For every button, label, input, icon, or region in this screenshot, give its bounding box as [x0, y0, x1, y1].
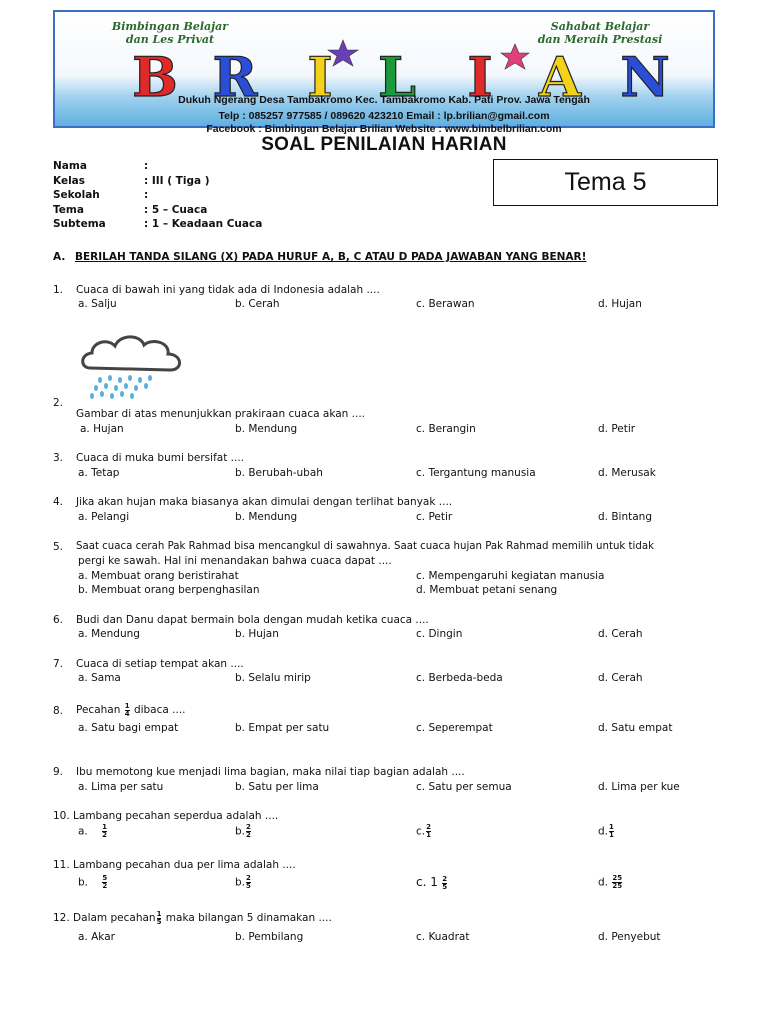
q7-option-a[interactable]: a. Sama [78, 672, 121, 684]
q3-option-c[interactable]: c. Tergantung manusia [416, 467, 536, 479]
q1-option-b[interactable]: b. Cerah [235, 298, 280, 310]
q11-option-c[interactable] [416, 875, 448, 891]
option-fraction [246, 875, 251, 890]
tema-box: Tema 5 [493, 159, 718, 206]
fraction-denominator: 5 [442, 882, 448, 891]
q6-option-d[interactable]: d. Cerah [598, 628, 643, 640]
brand-letter-n: N [620, 45, 670, 109]
question-7-number: 7. [53, 658, 64, 670]
q11-option-b[interactable] [235, 875, 252, 890]
fraction-numerator: 2 [246, 823, 251, 831]
fraction-numerator: 1 [124, 701, 130, 710]
banner-social: Facebook : Bimbingan Belajar Brilian Website : www.bimbelbrilian.com [206, 123, 562, 135]
q7-option-b[interactable]: b. Selalu mirip [235, 672, 311, 684]
question-4-number: 4. [53, 496, 64, 508]
page-title: SOAL PENILAIAN HARIAN [261, 134, 507, 155]
question-number: 10. [53, 810, 70, 822]
pink-star-icon [501, 44, 529, 69]
q8-text-post: dibaca .... [133, 704, 186, 716]
q8-fraction [125, 703, 130, 718]
question-5-number: 5. [53, 541, 64, 553]
option-letter: b. [235, 876, 246, 889]
question-8-number: 8. [53, 705, 64, 717]
q3-option-b[interactable]: b. Berubah-ubah [235, 467, 323, 479]
brand-letter-b: B [132, 45, 178, 109]
q8-option-b[interactable]: b. Empat per satu [235, 722, 330, 734]
fraction-numerator: 5 [102, 874, 108, 882]
question-11-label: Lambang pecahan dua per lima adalah .... [73, 859, 296, 871]
brilian-logo [85, 38, 685, 109]
q2-option-c[interactable]: c. Berangin [416, 423, 476, 435]
fraction-numerator: 1 [102, 823, 108, 831]
q8-option-a[interactable]: a. Satu bagi empat [78, 722, 179, 734]
question-5-text: Saat cuaca cerah Pak Rahmad bisa mencangkul di sawahnya. Saat cuaca hujan Pak Rahmad memilih untuk tidak [76, 541, 654, 552]
option-letter: a. [78, 825, 88, 838]
q12-option-a[interactable]: a. Akar [78, 931, 115, 943]
identity-value-nama[interactable]: : [144, 160, 149, 172]
question-3-text: Cuaca di muka bumi bersifat .... [76, 452, 245, 464]
q9-option-b[interactable]: b. Satu per lima [235, 781, 319, 793]
q4-option-c[interactable]: c. Petir [416, 511, 453, 523]
q11-option-a[interactable] [78, 875, 108, 890]
brand-letter-a: A [539, 45, 581, 109]
q5-option-a[interactable]: a. Membuat orang beristirahat [78, 570, 239, 582]
question-3-number: 3. [53, 452, 64, 464]
question-1-text: Cuaca di bawah ini yang tidak ada di Indonesia adalah .... [76, 284, 380, 296]
option-fraction [102, 875, 107, 890]
option-letter: b. [235, 825, 246, 838]
q12-option-b[interactable]: b. Pembilang [235, 931, 304, 943]
instruction-text: BERILAH TANDA SILANG (X) PADA HURUF A, B, C ATAU D PADA JAWABAN YANG BENAR! [74, 251, 587, 263]
question-number: 12. [53, 912, 70, 924]
identity-values [144, 159, 262, 232]
q4-option-d[interactable]: d. Bintang [598, 511, 652, 523]
identity-labels [53, 159, 106, 232]
fraction-denominator: 2 [102, 882, 108, 890]
option-fraction [102, 824, 107, 839]
fraction-denominator: 5 [246, 882, 251, 890]
q11-option-d[interactable] [598, 875, 623, 890]
fraction-denominator: 2 [246, 831, 251, 839]
question-1 [53, 283, 63, 297]
banner-right-line1: Sahabat Belajar [550, 20, 650, 33]
question-7-text: Cuaca di setiap tempat akan .... [76, 658, 244, 670]
rain-cloud-icon [78, 328, 188, 400]
question-4-text: Jika akan hujan maka biasanya akan dimulai dengan terlihat banyak .... [76, 496, 453, 508]
question-12-text [53, 908, 332, 928]
question-5-text-cont: pergi ke sawah. Hal ini menandakan bahwa cuaca dapat .... [78, 555, 392, 567]
q5-option-c[interactable]: c. Mempengaruhi kegiatan manusia [416, 570, 605, 582]
q1-option-a[interactable]: a. Salju [78, 298, 117, 310]
identity-label-sekolah: Sekolah [53, 189, 100, 201]
fraction-numerator: 2 [246, 874, 251, 882]
header-banner [53, 10, 715, 135]
fraction-numerator: 2 [442, 874, 448, 883]
fraction-denominator: 2 [102, 831, 108, 839]
option-fraction [246, 824, 251, 839]
option-fraction [426, 824, 431, 839]
brand-letter-r: R [212, 45, 258, 109]
fraction-denominator: 25 [612, 882, 623, 890]
question-11-text [53, 858, 296, 872]
q8-text-pre: Pecahan [76, 704, 121, 716]
q9-option-a[interactable]: a. Lima per satu [78, 781, 164, 793]
fraction-numerator: 1 [609, 823, 614, 831]
identity-label-kelas: Kelas [53, 174, 86, 187]
section-instruction [53, 250, 586, 264]
q12-option-c[interactable]: c. Kuadrat [416, 931, 470, 943]
q12-text-post: maka bilangan 5 dinamakan .... [165, 912, 332, 924]
question-number: 11. [53, 859, 70, 871]
brand-letter-l: L [378, 45, 416, 109]
q10-option-a[interactable] [78, 824, 108, 839]
identity-value-sekolah[interactable]: : [144, 189, 149, 201]
fraction-denominator: 1 [609, 831, 614, 839]
brand-letter-i: I [467, 45, 493, 109]
q1-option-c[interactable]: c. Berawan [416, 298, 475, 310]
q5-option-d[interactable]: d. Membuat petani senang [416, 584, 558, 596]
q8-option-c[interactable]: c. Seperempat [416, 722, 493, 734]
question-2-number: 2. [53, 397, 64, 409]
option-letter: c. 1 [416, 875, 438, 889]
option-fraction [609, 824, 614, 839]
q8-option-d[interactable]: d. Satu empat [598, 722, 673, 734]
identity-label-nama: Nama [53, 160, 87, 172]
question-6-text: Budi dan Danu dapat bermain bola dengan mudah ketika cuaca .... [76, 614, 429, 626]
q5-option-b[interactable]: b. Membuat orang berpenghasilan [78, 584, 260, 596]
fraction-denominator: 4 [124, 709, 130, 718]
option-letter: c. [416, 825, 426, 838]
question-9-number: 9. [53, 766, 64, 778]
banner-right-line2: dan Meraih Prestasi [537, 33, 663, 46]
option-letter: b. [78, 876, 89, 889]
q1-option-d[interactable]: d. Hujan [598, 298, 642, 310]
option-fraction [612, 875, 622, 890]
q6-option-c[interactable]: c. Dingin [416, 628, 463, 640]
section-letter: A. [53, 251, 66, 263]
q9-option-d[interactable]: d. Lima per kue [598, 781, 680, 793]
identity-value-kelas: : III ( Tiga ) [144, 174, 210, 187]
q2-option-b[interactable]: b. Mendung [235, 423, 298, 435]
q3-option-d[interactable]: d. Merusak [598, 467, 656, 479]
q7-option-d[interactable]: d. Cerah [598, 672, 643, 684]
brand-letter-i: I [307, 45, 333, 109]
q12-text-pre: Dalam pecahan [73, 912, 156, 924]
question-10-text [53, 809, 278, 823]
identity-label-tema: Tema [53, 203, 84, 216]
q12-option-d[interactable]: d. Penyebut [598, 931, 661, 943]
q10-option-d[interactable] [598, 824, 615, 839]
banner-address: Dukuh Ngerang Desa Tambakromo Kec. Tambakromo Kab. Pati Prov. Jawa Tengah [178, 94, 590, 106]
q12-fraction [157, 911, 162, 926]
q10-option-b[interactable] [235, 824, 252, 839]
fraction-numerator: 2 [426, 823, 431, 831]
q3-option-a[interactable]: a. Tetap [78, 467, 120, 479]
identity-label-subtema: Subtema [53, 218, 106, 230]
q2-option-d[interactable]: d. Petir [598, 423, 636, 435]
q4-option-b[interactable]: b. Mendung [235, 511, 298, 523]
question-number: 1. [53, 284, 64, 296]
fraction-numerator: 25 [612, 874, 623, 882]
q7-option-c[interactable]: c. Berbeda-beda [416, 672, 503, 684]
question-10-label: Lambang pecahan seperdua adalah .... [73, 810, 279, 822]
fraction-denominator: 1 [426, 831, 431, 839]
question-9-text: Ibu memotong kue menjadi lima bagian, maka nilai tiap bagian adalah .... [76, 766, 465, 778]
option-fraction [442, 876, 447, 891]
q9-option-c[interactable]: c. Satu per semua [416, 781, 512, 793]
q6-option-b[interactable]: b. Hujan [235, 628, 279, 640]
q2-option-a[interactable]: a. Hujan [80, 423, 124, 435]
identity-value-subtema: : 1 – Keadaan Cuaca [144, 218, 263, 230]
banner-left-line2: dan Les Privat [125, 33, 215, 46]
q4-option-a[interactable]: a. Pelangi [78, 511, 130, 523]
option-letter: d. [598, 825, 609, 838]
question-6-number: 6. [53, 614, 64, 626]
banner-left-line1: Bimbingan Belajar [111, 20, 229, 33]
banner-contact: Telp : 085257 977585 / 089620 423210 Email : lp.brilian@gmail.com [218, 110, 550, 122]
question-2-text: Gambar di atas menunjukkan prakiraan cuaca akan .... [76, 408, 366, 420]
fraction-numerator: 1 [156, 909, 162, 918]
fraction-denominator: 5 [156, 917, 162, 926]
identity-value-tema: : 5 – Cuaca [144, 203, 208, 216]
q6-option-a[interactable]: a. Mendung [78, 628, 140, 640]
q10-option-c[interactable] [416, 824, 432, 839]
question-8-text [76, 700, 186, 720]
option-letter: d. [598, 876, 609, 889]
